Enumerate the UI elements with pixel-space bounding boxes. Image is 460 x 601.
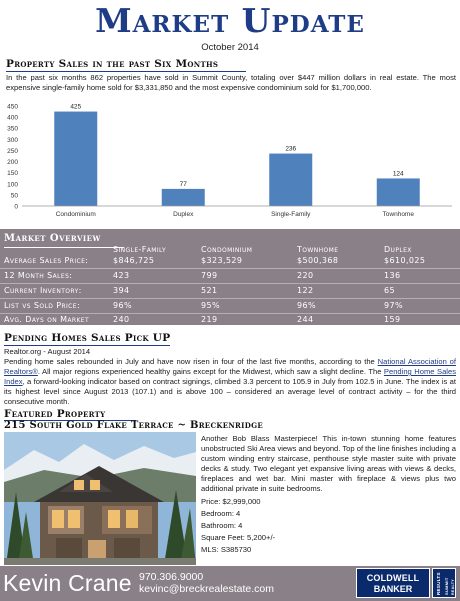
overview-cell: 96% xyxy=(113,301,132,310)
agent-phone[interactable]: 970.306.9000 xyxy=(139,571,204,583)
overview-row-divider xyxy=(0,298,460,299)
overview-row-label: 12 Month Sales: xyxy=(4,271,73,280)
overview-cell: $500,368 xyxy=(297,256,339,265)
page-title: Market Update xyxy=(95,1,365,40)
overview-row-divider xyxy=(0,268,460,269)
bar-value-label: 124 xyxy=(392,170,404,178)
overview-cell: 799 xyxy=(201,271,218,280)
y-tick-label: 400 xyxy=(7,114,18,122)
y-tick-label: 350 xyxy=(7,125,18,133)
summit-realty-logo xyxy=(432,568,456,598)
coldwell-banker-logo xyxy=(356,568,430,598)
property-sales-chart xyxy=(0,98,460,226)
overview-col-condominium: Condominium xyxy=(201,245,253,254)
overview-row-label: Current Inventory: xyxy=(4,286,82,295)
overview-row-label: Avg. Days on Market xyxy=(4,315,90,324)
property-bathrooms: Bathroom: 4 xyxy=(201,521,243,530)
overview-cell: 394 xyxy=(113,286,130,295)
side-logo-line-3: REALTY xyxy=(451,579,455,595)
y-tick-label: 150 xyxy=(7,170,18,178)
side-logo-line-1: RESULTS xyxy=(436,572,441,595)
overview-cell: 220 xyxy=(297,271,314,280)
pending-heading-rule xyxy=(4,345,170,346)
pending-text-3: , a forward-looking indicator based on contract signings, climbed 3.3 percent to 105.9 in July from 102.5 in June. The index is at its highest level since August 2013 (107.1) and is above 100 – considered an average level of contract activity – for the third consecutive month. xyxy=(4,377,456,406)
pending-index-link[interactable]: Pending Home Sales Index xyxy=(4,367,456,386)
featured-heading: Featured Property xyxy=(4,408,106,420)
overview-cell: 219 xyxy=(201,315,218,324)
property-description: Another Bob Blass Masterpiece! This in-town stunning home features unobstructed Ski Area views and beyond. Top of the line finishes including a custom winding entry staircase, penthouse style master suite with private decks & study. Two elegant yet expansive living areas with views & decks, fireplaces and wet bar. Mini master with fireplace & views plus two additional private in suite bedrooms. xyxy=(201,434,456,493)
overview-col-single-family: Single-Family xyxy=(113,245,167,254)
bar-duplex xyxy=(162,189,205,206)
overview-title: Market Overview xyxy=(4,233,101,244)
y-tick-label: 0 xyxy=(14,203,18,211)
market-overview-panel xyxy=(0,229,460,325)
property-photo xyxy=(4,432,196,565)
overview-row-divider xyxy=(0,283,460,284)
x-tick-label: Single-Family xyxy=(271,211,311,218)
agent-email[interactable]: kevinc@breckrealestate.com xyxy=(139,583,274,595)
overview-title-rule xyxy=(4,247,124,248)
overview-cell: 521 xyxy=(201,286,218,295)
overview-cell: $323,529 xyxy=(201,256,243,265)
overview-cell: 136 xyxy=(384,271,401,280)
bar-townhome xyxy=(377,178,420,206)
overview-col-duplex: Duplex xyxy=(384,245,412,254)
y-tick-label: 50 xyxy=(10,192,18,200)
overview-cell: 97% xyxy=(384,301,403,310)
issue-date: October 2014 xyxy=(201,42,259,53)
overview-cell: $610,025 xyxy=(384,256,426,265)
pending-text-1: Pending home sales rebounded in July and have now risen in four of the last five months, according to the xyxy=(4,357,378,366)
overview-cell: 244 xyxy=(297,315,314,324)
property-address: 215 South Gold Flake Terrace ~ Breckenridge xyxy=(4,420,264,431)
bar-single-family xyxy=(269,154,312,206)
pending-heading: Pending Homes Sales Pick UP xyxy=(4,332,171,344)
property-price: Price: $2,999,000 xyxy=(201,497,261,506)
bar-value-label: 77 xyxy=(179,180,187,188)
sales-paragraph: In the past six months 862 properties have sold in Summit County, totaling over $447 million dollars in real estate. The most expensive single-family home sold for $3,331,850 and the most expensive condominium sold for $1,700,000. xyxy=(6,73,456,92)
x-tick-label: Duplex xyxy=(173,211,194,218)
y-tick-label: 450 xyxy=(7,103,18,111)
property-bedrooms: Bedroom: 4 xyxy=(201,509,241,518)
x-tick-label: Townhome xyxy=(382,211,414,218)
nar-link[interactable]: National Association of Realtors® xyxy=(4,357,457,376)
chart-bars xyxy=(54,104,420,206)
bar-condominium xyxy=(54,112,97,206)
pending-paragraph xyxy=(4,357,456,407)
overview-col-townhome: Townhome xyxy=(297,245,339,254)
overview-cell: 159 xyxy=(384,315,401,324)
property-sqft: Square Feet: 5,200+/- xyxy=(201,533,276,542)
agent-name: Kevin Crane xyxy=(3,570,132,596)
bar-value-label: 236 xyxy=(285,145,297,153)
y-tick-label: 300 xyxy=(7,136,18,144)
overview-row-divider xyxy=(0,313,460,314)
overview-cell: $846,725 xyxy=(113,256,155,265)
bar-value-label: 425 xyxy=(70,103,82,111)
y-tick-label: 100 xyxy=(7,181,18,189)
overview-cell: 122 xyxy=(297,286,314,295)
sales-heading: Property Sales in the past Six Months xyxy=(6,58,219,70)
x-tick-label: Condominium xyxy=(55,211,96,218)
overview-cell: 423 xyxy=(113,271,130,280)
side-logo-line-2: SUMMIT xyxy=(444,577,449,595)
pending-source: Realtor.org - August 2014 xyxy=(4,347,91,356)
overview-cell: 65 xyxy=(384,286,395,295)
overview-row-label: Average Sales Price: xyxy=(4,256,89,265)
overview-cell: 240 xyxy=(113,315,130,324)
sales-heading-rule xyxy=(6,71,246,72)
logo-line-2: BANKER xyxy=(373,584,413,594)
overview-row-label: List vs Sold Price: xyxy=(4,301,81,310)
x-axis xyxy=(22,206,452,218)
overview-cell: 96% xyxy=(297,301,316,310)
pending-text-2: . All major regions experienced healthy gains except for the Midwest, which saw a slight decline. The xyxy=(37,367,384,376)
y-axis xyxy=(7,104,18,211)
property-mls: MLS: S385730 xyxy=(201,545,252,554)
overview-cell: 95% xyxy=(201,301,220,310)
logo-line-1: COLDWELL xyxy=(366,573,420,583)
y-tick-label: 200 xyxy=(7,159,18,167)
y-tick-label: 250 xyxy=(7,147,18,155)
